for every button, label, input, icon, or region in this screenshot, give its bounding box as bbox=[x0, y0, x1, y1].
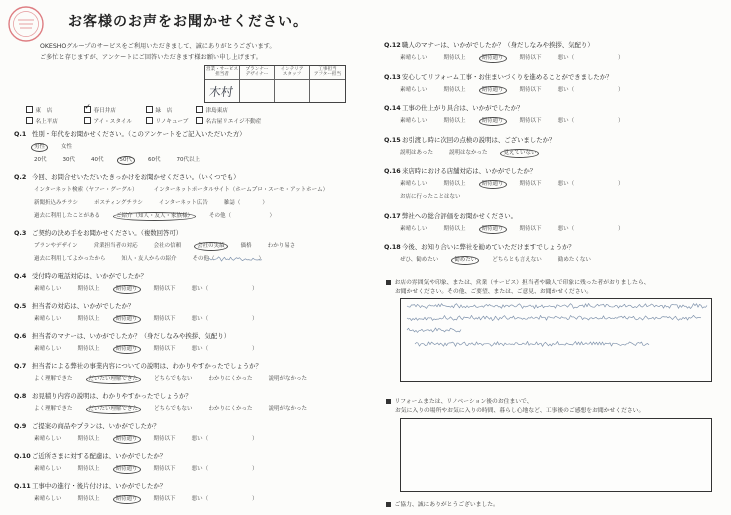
option-row bbox=[14, 403, 359, 416]
staff-table bbox=[204, 65, 346, 103]
option-row bbox=[384, 223, 719, 236]
question-label: 工事の仕上がり具合は、いかがでしたか？ bbox=[402, 104, 524, 112]
question-text bbox=[14, 480, 359, 493]
question-text bbox=[384, 39, 719, 52]
bullet-square-icon bbox=[386, 399, 391, 404]
answer-option[interactable]: 勧めたくない bbox=[557, 257, 591, 263]
answer-option[interactable]: わかりにくかった bbox=[208, 376, 253, 382]
answer-option[interactable]: 期待以上 bbox=[77, 346, 100, 352]
question-q8 bbox=[14, 390, 359, 416]
staff-header: プランナー デザイナー bbox=[240, 66, 275, 80]
questions-right-column bbox=[384, 39, 719, 273]
question-number: Q.14 bbox=[384, 104, 401, 112]
answer-option[interactable]: 素晴らしい bbox=[34, 496, 62, 502]
option-row bbox=[14, 373, 359, 386]
option-row bbox=[14, 154, 359, 167]
question-number: Q.16 bbox=[384, 167, 401, 175]
store-option[interactable] bbox=[196, 106, 261, 114]
handwritten-answer bbox=[206, 253, 266, 265]
question-q16 bbox=[384, 165, 719, 204]
page-title: お客様のお声をお聞かせください。 bbox=[68, 14, 308, 30]
answer-option[interactable]: 悪い（ ） bbox=[557, 225, 624, 232]
answer-option-circled[interactable]: 期待通り bbox=[482, 52, 504, 65]
answer-option[interactable]: 期待以下 bbox=[519, 225, 542, 232]
answer-option[interactable]: 期待以上 bbox=[443, 225, 466, 232]
thank-you-note bbox=[386, 499, 499, 508]
option-row bbox=[14, 253, 359, 266]
answer-option[interactable]: 20代 bbox=[34, 157, 47, 163]
answer-option-circled[interactable]: ご紹介（知人・友人・家族様） bbox=[116, 210, 193, 223]
comment-prompt-line: お店の雰囲気や印象、または、営業（サービス）担当者や職人で印象に残った者がおりましたら、 bbox=[394, 280, 650, 286]
option-row bbox=[14, 240, 359, 253]
answer-option[interactable]: どちらでもない bbox=[154, 376, 193, 382]
question-label: ご提案の商品やプランは、いかがでしたか？ bbox=[32, 422, 160, 430]
question-text bbox=[384, 210, 719, 223]
question-number: Q.3 bbox=[14, 229, 27, 237]
store-checkbox[interactable] bbox=[196, 106, 203, 113]
question-text bbox=[384, 134, 719, 147]
answer-option[interactable]: 期待以下 bbox=[153, 496, 176, 502]
question-label: 今後、お知り合いに弊社を勧めていただけますでしょうか？ bbox=[402, 243, 575, 251]
answer-option[interactable]: 新聞折込みチラシ bbox=[34, 200, 79, 206]
answer-option[interactable]: 説明はなかった bbox=[448, 149, 488, 156]
answer-option[interactable]: プランやデザイン bbox=[34, 243, 78, 249]
option-row bbox=[384, 52, 719, 65]
answer-option[interactable]: 素晴らしい bbox=[400, 86, 428, 93]
option-row bbox=[14, 433, 359, 446]
staff-name-cell[interactable] bbox=[310, 80, 345, 102]
answer-option[interactable]: 悪い（ ） bbox=[191, 496, 258, 502]
answer-option[interactable]: 70代以上 bbox=[176, 157, 200, 163]
question-q18 bbox=[384, 241, 719, 267]
question-label: 来店時における店舗対応は、いかがでしたか？ bbox=[402, 167, 537, 175]
answer-option[interactable]: 期待以下 bbox=[153, 436, 176, 442]
answer-option-circled[interactable]: だいたい理解できた bbox=[89, 403, 139, 416]
answer-option[interactable]: 期待以下 bbox=[519, 118, 542, 124]
store-label: 東 店 bbox=[35, 107, 53, 114]
question-number: Q.7 bbox=[14, 362, 27, 370]
question-label: 担当者のマナーは、いかがでしたか？（身だしなみや挨拶、気配り） bbox=[32, 332, 231, 340]
answer-option[interactable]: 期待以上 bbox=[443, 55, 466, 61]
handwriting-stroke bbox=[208, 257, 262, 261]
option-row bbox=[384, 84, 719, 97]
handwritten-comment bbox=[401, 299, 713, 383]
answer-option[interactable]: 40代 bbox=[91, 157, 104, 163]
question-q6 bbox=[14, 330, 359, 356]
question-q17 bbox=[384, 210, 719, 236]
store-checkbox[interactable] bbox=[26, 117, 33, 124]
answer-option[interactable]: 期待以上 bbox=[77, 466, 100, 472]
answer-option-circled[interactable]: 期待通り bbox=[116, 463, 138, 476]
staff-header: 営業・サービス 担当者 bbox=[205, 66, 240, 80]
question-number: Q.12 bbox=[384, 41, 401, 49]
question-q2 bbox=[14, 171, 359, 223]
answer-option-circled[interactable]: 覚えていない bbox=[503, 147, 536, 160]
option-row bbox=[14, 283, 359, 296]
question-text bbox=[384, 71, 719, 84]
answer-option[interactable]: インターネット検索（ヤフー・グーグル） bbox=[34, 187, 138, 193]
question-label: 受付時の電話対応は、いかがでしたか？ bbox=[32, 272, 148, 280]
answer-option[interactable]: 悪い（ ） bbox=[191, 316, 258, 322]
answer-option[interactable]: 悪い（ ） bbox=[191, 466, 258, 472]
impression-prompt-line: お気に入りの場所やお気に入りの時間、暮らし心地など、工事後のご感想をお聞かせください。 bbox=[395, 408, 645, 414]
handwriting-stroke bbox=[415, 341, 649, 346]
answer-option[interactable]: 素晴らしい bbox=[34, 316, 62, 322]
answer-option[interactable]: 説明がなかった bbox=[268, 406, 308, 412]
store-option[interactable] bbox=[146, 106, 196, 114]
handwriting-stroke bbox=[407, 304, 707, 309]
question-label: お引渡し時に次回の点検の説明は、ございましたか？ bbox=[402, 135, 556, 144]
question-text bbox=[14, 128, 359, 141]
question-q3 bbox=[14, 227, 359, 266]
store-checkbox[interactable] bbox=[84, 117, 91, 124]
answer-option[interactable]: よく理解できた bbox=[34, 406, 73, 412]
answer-option-circled[interactable]: 期待通り bbox=[482, 84, 504, 97]
answer-option[interactable]: 価格 bbox=[240, 243, 252, 249]
question-text bbox=[14, 450, 359, 463]
option-row bbox=[384, 115, 719, 128]
answer-option[interactable]: お店に行ったことはない bbox=[400, 194, 461, 200]
question-text bbox=[384, 165, 719, 178]
answer-option[interactable]: 悪い（ ） bbox=[557, 86, 624, 93]
question-label: 今回、お問合せいただいたきっかけをお聞かせください。（いくつでも） bbox=[32, 173, 240, 181]
answer-option[interactable]: 過去に利用してよかったから bbox=[34, 256, 106, 262]
store-label: 春日井店 bbox=[93, 107, 116, 114]
handwriting-stroke bbox=[407, 315, 701, 320]
answer-option[interactable]: 期待以上 bbox=[77, 436, 100, 442]
question-q9 bbox=[14, 420, 359, 446]
answer-option[interactable]: 期待以上 bbox=[443, 118, 466, 124]
question-text bbox=[384, 102, 719, 115]
question-number: Q.8 bbox=[14, 392, 27, 400]
question-label: 安心してリフォーム工事・お住まいづくりを進めることができましたか？ bbox=[402, 72, 613, 81]
answer-option[interactable]: 素晴らしい bbox=[400, 181, 428, 187]
question-text bbox=[14, 300, 359, 313]
question-label: 担当者の対応は、いかがでしたか？ bbox=[32, 302, 135, 310]
answer-option[interactable]: ぜひ、勧めたい bbox=[400, 257, 439, 263]
answer-option[interactable]: その他（ ） bbox=[209, 213, 276, 219]
question-number: Q.2 bbox=[14, 173, 27, 181]
store-checkbox[interactable] bbox=[146, 106, 153, 113]
answer-option[interactable]: 期待以下 bbox=[153, 286, 176, 292]
staff-header: 工事担当 アフター担当 bbox=[310, 66, 345, 80]
answer-option[interactable]: どちらでもない bbox=[154, 406, 193, 412]
question-text bbox=[14, 360, 359, 373]
question-number: Q.5 bbox=[14, 302, 27, 310]
answer-option[interactable]: インターネット広告 bbox=[158, 200, 208, 206]
store-label: アイ・スタイル bbox=[93, 118, 133, 125]
answer-option-circled[interactable]: 期待通り bbox=[482, 223, 504, 236]
comment-section bbox=[386, 278, 716, 510]
option-row bbox=[384, 191, 719, 204]
staff-header: インテリア スタッフ bbox=[275, 66, 310, 80]
answer-option[interactable]: 期待以下 bbox=[519, 55, 542, 61]
check-icon: ✓ bbox=[84, 101, 91, 111]
answer-option[interactable]: 60代 bbox=[148, 157, 161, 163]
staff-name-cell[interactable] bbox=[240, 80, 275, 102]
answer-option[interactable]: 素晴らしい bbox=[34, 286, 62, 292]
answer-option[interactable]: 過去に利用したことがある bbox=[34, 213, 101, 219]
question-text bbox=[14, 171, 359, 184]
answer-option[interactable]: わかり易さ bbox=[267, 243, 296, 249]
answer-option[interactable]: 素晴らしい bbox=[400, 55, 428, 61]
answer-option[interactable]: 素晴らしい bbox=[34, 436, 62, 442]
question-text bbox=[14, 330, 359, 343]
question-label: 職人のマナーは、いかがでしたか？（身だしなみや挨拶、気配り） bbox=[402, 41, 594, 49]
question-q4 bbox=[14, 270, 359, 296]
answer-option[interactable]: ポスティングチラシ bbox=[94, 200, 143, 206]
seal-stamp bbox=[7, 5, 45, 43]
option-row bbox=[384, 147, 719, 160]
store-selection bbox=[26, 101, 262, 126]
thank-you-text: ご協力、誠にありがとうございました。 bbox=[394, 502, 499, 508]
question-number: Q.18 bbox=[384, 243, 401, 251]
store-checkbox[interactable] bbox=[84, 101, 91, 113]
option-row bbox=[14, 184, 359, 197]
question-q14 bbox=[384, 102, 719, 128]
answer-option[interactable]: 悪い（ ） bbox=[191, 286, 258, 292]
answer-option[interactable]: 期待以上 bbox=[77, 316, 100, 322]
question-q5 bbox=[14, 300, 359, 326]
answer-option[interactable]: その他（ ） bbox=[192, 256, 265, 262]
answer-option[interactable]: 期待以下 bbox=[153, 466, 176, 472]
answer-option[interactable]: 素晴らしい bbox=[34, 466, 62, 472]
bullet-square-icon bbox=[386, 502, 391, 507]
answer-option[interactable]: 悪い（ ） bbox=[557, 181, 624, 187]
answer-option[interactable]: 悪い（ ） bbox=[191, 346, 258, 352]
comment-prompt-line: お聞かせください。その他、ご要望、または、ご意見、お聞かせください。 bbox=[395, 289, 593, 295]
answer-option[interactable]: 素晴らしい bbox=[34, 346, 62, 352]
handwritten-staff-name: 木村 bbox=[207, 85, 234, 99]
store-label: リノキューブ bbox=[155, 118, 189, 125]
option-row bbox=[384, 178, 719, 191]
option-row bbox=[14, 313, 359, 326]
store-label: 津島東店 bbox=[205, 107, 228, 114]
store-option[interactable] bbox=[26, 106, 84, 114]
answer-option-circled[interactable]: 期待通り bbox=[116, 493, 138, 506]
store-option[interactable] bbox=[146, 117, 196, 125]
answer-option[interactable]: 説明がなかった bbox=[268, 376, 308, 382]
store-checkbox[interactable] bbox=[146, 117, 153, 124]
question-q1 bbox=[14, 128, 359, 167]
question-text bbox=[14, 270, 359, 283]
answer-option[interactable]: 期待以下 bbox=[153, 316, 176, 322]
answer-option[interactable]: 女性 bbox=[61, 144, 73, 150]
question-q7 bbox=[14, 360, 359, 386]
answer-option[interactable]: 会社の信頼 bbox=[153, 243, 182, 249]
impression-box[interactable] bbox=[400, 418, 712, 492]
answer-option-circled[interactable]: 期待通り bbox=[116, 283, 138, 296]
staff-name-cell[interactable] bbox=[205, 80, 240, 102]
answer-option[interactable]: 期待以上 bbox=[77, 286, 100, 292]
answer-option-circled[interactable]: 期待通り bbox=[116, 313, 138, 326]
answer-option-circled[interactable]: 会社の実績 bbox=[197, 240, 225, 253]
question-label: 性別・年代をお聞かせください。（このアンケートをご記入いただいた方） bbox=[32, 130, 246, 138]
answer-option-circled[interactable]: 期待通り bbox=[482, 115, 504, 128]
questions-left-column bbox=[14, 128, 359, 510]
store-option[interactable] bbox=[196, 117, 261, 125]
answer-option[interactable]: 期待以下 bbox=[519, 181, 542, 187]
option-row bbox=[14, 493, 359, 506]
question-label: お見積り内容の説明は、わかりやすかったでしょうか？ bbox=[32, 392, 192, 400]
staff-name-cell[interactable] bbox=[275, 80, 310, 102]
bullet-square-icon bbox=[386, 280, 391, 285]
store-option[interactable] bbox=[26, 117, 84, 125]
question-q10 bbox=[14, 450, 359, 476]
option-row bbox=[14, 141, 359, 154]
option-row bbox=[14, 210, 359, 223]
question-number: Q.15 bbox=[384, 135, 401, 144]
answer-option[interactable]: インターネットポータルサイト（ホームプロ・スーモ・アットホーム） bbox=[153, 187, 329, 193]
answer-option[interactable]: 悪い（ ） bbox=[557, 55, 624, 61]
question-q15 bbox=[384, 134, 719, 160]
answer-option[interactable]: 雑誌（ ） bbox=[223, 200, 268, 206]
answer-option-circled[interactable]: 50代 bbox=[120, 154, 133, 167]
intro-line: ご多忙と存じますが、アンケートにご回答いただきます様お願い申し上げます。 bbox=[40, 54, 262, 61]
option-row bbox=[14, 463, 359, 476]
question-number: Q.6 bbox=[14, 332, 27, 340]
question-number: Q.11 bbox=[14, 482, 31, 490]
answer-option-circled[interactable]: 期待通り bbox=[116, 433, 138, 446]
store-checkbox[interactable] bbox=[26, 106, 33, 113]
store-label: 名上平店 bbox=[35, 118, 58, 125]
question-text bbox=[14, 227, 359, 240]
answer-option[interactable]: 期待以下 bbox=[153, 346, 176, 352]
option-row bbox=[384, 254, 719, 267]
answer-option[interactable]: 期待以上 bbox=[443, 86, 466, 93]
question-number: Q.17 bbox=[384, 211, 401, 220]
answer-option-circled[interactable]: 期待通り bbox=[482, 178, 504, 191]
answer-option[interactable]: 30代 bbox=[62, 157, 75, 163]
store-label: 緑 店 bbox=[155, 107, 173, 114]
answer-option-circled[interactable]: 男性 bbox=[34, 141, 45, 154]
impression-prompt-line: リフォームまたは、リノベーション後のお住まいで、 bbox=[394, 399, 533, 405]
answer-option[interactable]: どちらとも言えない bbox=[492, 257, 542, 263]
answer-option[interactable]: 知人・友人からの紹介 bbox=[121, 256, 177, 262]
store-option[interactable] bbox=[84, 101, 146, 114]
question-text bbox=[14, 420, 359, 433]
question-text bbox=[384, 241, 719, 254]
answer-option[interactable]: 悪い（ ） bbox=[191, 436, 258, 442]
option-row bbox=[14, 343, 359, 356]
store-row bbox=[26, 115, 261, 126]
answer-option-circled[interactable]: 期待通り bbox=[116, 343, 138, 356]
question-number: Q.13 bbox=[384, 72, 401, 81]
answer-option[interactable]: 悪い（ ） bbox=[557, 118, 624, 124]
question-number: Q.1 bbox=[14, 130, 27, 138]
answer-option-circled[interactable]: 勧めたい bbox=[454, 254, 476, 267]
answer-option[interactable]: 説明はあった bbox=[400, 149, 433, 156]
comment-prompt bbox=[386, 279, 650, 297]
question-label: 弊社への総合評価をお聞かせください。 bbox=[402, 211, 518, 220]
answer-option[interactable]: 期待以上 bbox=[443, 181, 466, 187]
answer-option-circled[interactable]: だいたい理解できた bbox=[89, 373, 139, 386]
answer-option[interactable]: 素晴らしい bbox=[400, 225, 428, 232]
store-row bbox=[26, 101, 261, 115]
handwriting-stroke bbox=[407, 328, 461, 333]
answer-option[interactable]: 素晴らしい bbox=[400, 118, 428, 124]
comment-box[interactable] bbox=[400, 298, 712, 382]
question-label: ご契約の決め手をお聞かせください。（複数回答可） bbox=[32, 229, 183, 237]
store-option[interactable] bbox=[84, 117, 146, 125]
question-number: Q.9 bbox=[14, 422, 27, 430]
store-label: 名古屋リエイジ不動産 bbox=[205, 118, 262, 125]
question-q13 bbox=[384, 71, 719, 97]
option-row bbox=[14, 197, 359, 210]
question-label: 担当者による弊社の事業内容についての説明は、わかりやすかったでしょうか？ bbox=[32, 362, 262, 370]
question-text bbox=[14, 390, 359, 403]
question-label: ご近所さまに対する配慮は、いかがでしたか？ bbox=[32, 452, 167, 460]
store-checkbox[interactable] bbox=[196, 117, 203, 124]
question-label: 工事中の進行・後片付けは、いかがでしたか？ bbox=[32, 482, 167, 490]
answer-option[interactable]: 期待以下 bbox=[519, 86, 542, 93]
question-q11 bbox=[14, 480, 359, 506]
answer-option[interactable]: よく理解できた bbox=[34, 376, 73, 382]
answer-option[interactable]: 期待以上 bbox=[77, 496, 100, 502]
answer-option[interactable]: 営業担当者の対応 bbox=[93, 243, 138, 249]
question-number: Q.4 bbox=[14, 272, 27, 280]
impression-prompt bbox=[386, 398, 644, 416]
answer-option[interactable]: わかりにくかった bbox=[208, 406, 253, 412]
question-q12 bbox=[384, 39, 719, 65]
question-number: Q.10 bbox=[14, 452, 31, 460]
intro-line: OKESHOグループのサービスをご利用いただきまして、誠にありがとうございます。 bbox=[40, 43, 276, 50]
